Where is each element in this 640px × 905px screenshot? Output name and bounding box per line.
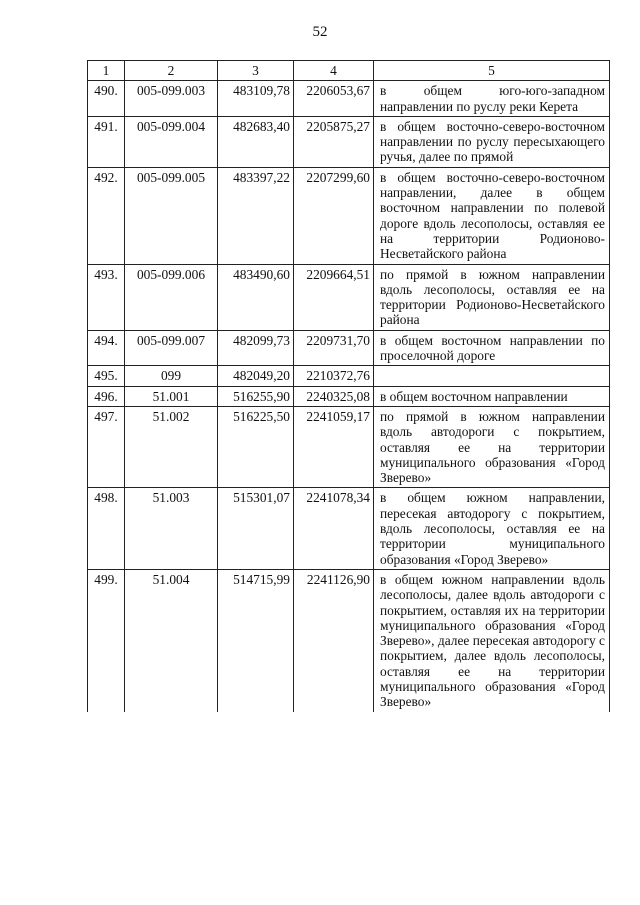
- coord-x: 516225,50: [218, 406, 294, 487]
- point-code: 51.001: [125, 386, 218, 406]
- coord-y: 2240325,08: [294, 386, 374, 406]
- coord-x: 516255,90: [218, 386, 294, 406]
- boundary-points-table: [87, 60, 610, 712]
- boundary-description: в общем восточно-северо-восточном направлении по руслу пересыхающего ручья, далее по прямой: [374, 116, 610, 167]
- row-number: 493.: [88, 264, 125, 330]
- coord-y: 2241059,17: [294, 406, 374, 487]
- coord-x: 514715,99: [218, 569, 294, 711]
- table-row: [88, 330, 610, 366]
- table-header-row: [88, 61, 610, 81]
- row-number: 491.: [88, 116, 125, 167]
- coord-x: 482099,73: [218, 330, 294, 366]
- header-col-2: 2: [125, 61, 218, 81]
- boundary-description: в общем восточно-северо-восточном направлении, далее в общем восточном направлении по полевой дороге вдоль лесополосы, оставляя ее на территории Родионово-Несветайского района: [374, 167, 610, 264]
- coord-x: 482683,40: [218, 116, 294, 167]
- coord-y: 2209731,70: [294, 330, 374, 366]
- coord-y: 2241078,34: [294, 488, 374, 569]
- coord-y: 2206053,67: [294, 81, 374, 117]
- row-number: 499.: [88, 569, 125, 711]
- point-code: 099: [125, 366, 218, 386]
- boundary-description: в общем восточном направлении по проселочной дороге: [374, 330, 610, 366]
- coord-x: 483109,78: [218, 81, 294, 117]
- coord-x: 482049,20: [218, 366, 294, 386]
- boundary-description: в общем южном направлении вдоль лесополосы, далее вдоль автодороги с покрытием, оставляя их на территории муниципального образования «Город Зверево», далее пересекая автодорогу с покрытием, далее вдоль лесополосы, оставляя ее на территории муниципального образования «Город Зверево»: [374, 569, 610, 711]
- boundary-description: в общем восточном направлении: [374, 386, 610, 406]
- point-code: 51.003: [125, 488, 218, 569]
- row-number: 492.: [88, 167, 125, 264]
- boundary-description: в общем юго-юго-западном направлении по руслу реки Керета: [374, 81, 610, 117]
- boundary-description: по прямой в южном направлении вдоль лесополосы, оставляя ее на территории Родионово-Несветайского района: [374, 264, 610, 330]
- row-number: 497.: [88, 406, 125, 487]
- point-code: 51.004: [125, 569, 218, 711]
- table-row: [88, 488, 610, 569]
- header-col-3: 3: [218, 61, 294, 81]
- row-number: 498.: [88, 488, 125, 569]
- coord-x: 515301,07: [218, 488, 294, 569]
- point-code: 005-099.007: [125, 330, 218, 366]
- boundary-description: [374, 366, 610, 386]
- boundary-description: по прямой в южном направлении вдоль автодороги с покрытием, оставляя ее на территории муниципального образования «Город Зверево»: [374, 406, 610, 487]
- coord-y: 2205875,27: [294, 116, 374, 167]
- row-number: 490.: [88, 81, 125, 117]
- coord-y: 2210372,76: [294, 366, 374, 386]
- header-col-5: 5: [374, 61, 610, 81]
- table-row: [88, 406, 610, 487]
- coord-y: 2207299,60: [294, 167, 374, 264]
- coord-x: 483490,60: [218, 264, 294, 330]
- row-number: 494.: [88, 330, 125, 366]
- point-code: 005-099.003: [125, 81, 218, 117]
- coord-y: 2209664,51: [294, 264, 374, 330]
- point-code: 51.002: [125, 406, 218, 487]
- point-code: 005-099.006: [125, 264, 218, 330]
- table-row: [88, 569, 610, 711]
- table-row: [88, 81, 610, 117]
- row-number: 495.: [88, 366, 125, 386]
- table-row: [88, 366, 610, 386]
- point-code: 005-099.004: [125, 116, 218, 167]
- header-col-1: 1: [88, 61, 125, 81]
- table-row: [88, 264, 610, 330]
- page-number: 52: [312, 24, 328, 40]
- table-row: [88, 167, 610, 264]
- table-row: [88, 116, 610, 167]
- coord-x: 483397,22: [218, 167, 294, 264]
- boundary-description: в общем южном направлении, пересекая автодорогу с покрытием, вдоль лесополосы, оставляя ее на территории муниципального образования «Город Зверево»: [374, 488, 610, 569]
- header-col-4: 4: [294, 61, 374, 81]
- row-number: 496.: [88, 386, 125, 406]
- coord-y: 2241126,90: [294, 569, 374, 711]
- table-row: [88, 386, 610, 406]
- point-code: 005-099.005: [125, 167, 218, 264]
